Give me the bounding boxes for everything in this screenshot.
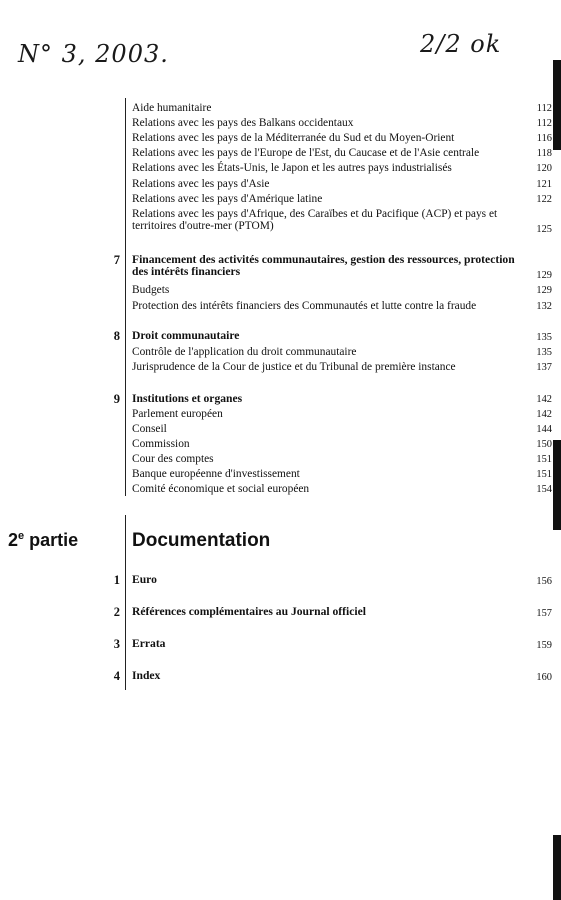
toc-page: 121	[536, 179, 552, 190]
toc-entry: Banque européenne d'investissement	[132, 468, 300, 480]
toc-page: 118	[536, 148, 552, 159]
part-title: Documentation	[132, 530, 271, 551]
toc-page: 132	[536, 301, 552, 312]
scan-edge-bottom	[553, 835, 561, 900]
toc-page: 151	[536, 469, 552, 480]
toc-page: 142	[536, 394, 552, 405]
toc-entry: Contrôle de l'application du droit communautaire	[132, 346, 357, 358]
section-heading: Financement des activités communautaires, gestion des ressources, protection des intérêts financiers	[132, 253, 515, 278]
toc-entry: Relations avec les pays d'Amérique latine	[132, 193, 323, 205]
toc-entry: Commission	[132, 438, 190, 450]
section-number: 1	[113, 573, 120, 587]
scan-edge-middle	[553, 440, 561, 530]
toc-entry: Relations avec les États-Unis, le Japon et les autres pays industrialisés	[132, 162, 452, 174]
toc-entry: Jurisprudence de la Cour de justice et du Tribunal de première instance	[132, 361, 456, 373]
section-number: 2	[113, 605, 120, 619]
toc-page: 129	[536, 270, 552, 281]
toc-entry: Parlement européen	[132, 408, 223, 420]
toc-entry: Conseil	[132, 423, 167, 435]
toc-page: 135	[536, 347, 552, 358]
toc-page: 160	[536, 672, 552, 683]
toc-entry: Relations avec les pays de la Méditerranée du Sud et du Moyen-Orient	[132, 132, 455, 144]
toc-page: 142	[536, 409, 552, 420]
section-number: 4	[113, 669, 120, 683]
toc-entry: Relations avec les pays de l'Europe de l'Est, du Caucase et de l'Asie centrale	[132, 147, 480, 159]
toc-entry: Comité économique et social européen	[132, 483, 310, 495]
part-label: 2e partie	[8, 530, 79, 550]
toc-page: 144	[536, 424, 552, 435]
toc-page: 135	[536, 332, 552, 343]
toc-entry: Budgets	[132, 284, 170, 296]
section-number: 9	[113, 392, 120, 406]
toc-page: 120	[536, 163, 552, 174]
toc-page: 129	[536, 285, 552, 296]
toc-page: 156	[536, 576, 552, 587]
toc-page: 137	[536, 362, 552, 373]
section-heading: Euro	[132, 573, 157, 586]
toc-page: 159	[536, 640, 552, 651]
toc-page: 112	[536, 118, 552, 129]
section-heading: Références complémentaires au Journal officiel	[132, 605, 366, 618]
section-heading: Errata	[132, 637, 166, 650]
toc-entry: Protection des intérêts financiers des Communautés et lutte contre la fraude	[132, 300, 477, 312]
section-number: 7	[113, 253, 120, 267]
toc-page: 154	[536, 484, 552, 495]
toc-page: 157	[536, 608, 552, 619]
section-heading: Index	[132, 669, 161, 682]
toc-page: 116	[536, 133, 552, 144]
scan-edge-top	[553, 60, 561, 150]
toc-entry: Cour des comptes	[132, 453, 214, 465]
handwritten-note-status: 2/2 ok	[420, 30, 502, 58]
toc-entry: Aide humanitaire	[132, 102, 212, 114]
section-heading: Droit communautaire	[132, 329, 240, 342]
toc-entry: Relations avec les pays d'Afrique, des Caraïbes et du Pacifique (ACP) et pays et territoires d'outre-mer (PTOM)	[132, 208, 498, 232]
toc-entry: Relations avec les pays d'Asie	[132, 178, 270, 190]
section-heading: Institutions et organes	[132, 392, 243, 405]
toc-page: 112	[536, 103, 552, 114]
toc-page: 122	[536, 194, 552, 205]
toc-page: 150	[536, 439, 552, 450]
toc-vertical-rule-part2	[125, 515, 126, 690]
toc-page: 151	[536, 454, 552, 465]
toc-entry: Relations avec les pays des Balkans occidentaux	[132, 117, 354, 129]
section-number: 8	[113, 329, 120, 343]
toc-vertical-rule-part1	[125, 98, 126, 496]
section-number: 3	[113, 637, 120, 651]
toc-page: 125	[536, 224, 552, 235]
handwritten-note-issue: N° 3, 2003.	[18, 40, 169, 68]
